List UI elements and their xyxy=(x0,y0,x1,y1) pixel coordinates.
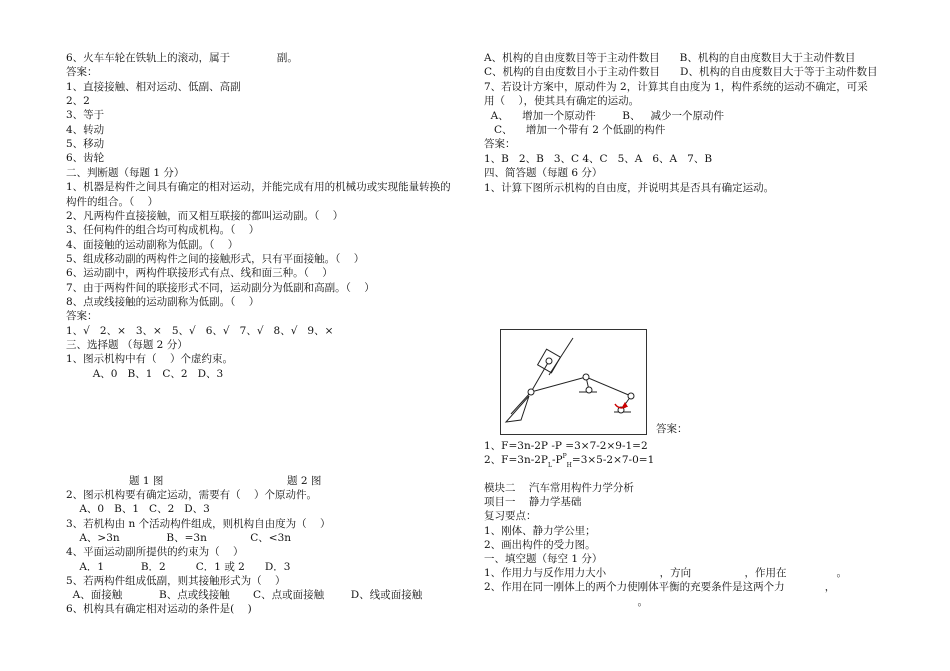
text-line: A、0 B、1 C、2 D、3 xyxy=(66,367,224,380)
text-line: A、机构的自由度数目等于主动件数目 B、机构的自由度数目大于主动件数目 xyxy=(484,52,856,64)
text-line: 3、任何构件的组合均可构成机构。（ ） xyxy=(66,224,260,237)
text-line: 6、火车车轮在铁轨上的滚动，属于 副。 xyxy=(66,52,298,64)
text-line: 2、2 xyxy=(66,95,90,108)
text-line: 模块二 汽车常用构件力学分析 xyxy=(484,482,634,494)
formula-2-sup: P xyxy=(562,453,567,460)
formula-2-part-a: 2、F=3n-2P xyxy=(484,454,548,466)
text-line: 构件的组合。（ ） xyxy=(66,195,159,208)
text-line: 1、√ 2、× 3、× 5、√ 6、√ 7、√ 8、√ 9、× xyxy=(66,324,334,337)
text-line: 答案： xyxy=(66,66,98,79)
ground-wedge xyxy=(506,396,529,422)
text-line: 4、转动 xyxy=(66,123,105,136)
answer-label: 答案： xyxy=(656,423,688,435)
text-line: 1、B 2、B 3、C 4、C 5、A 6、A 7、B xyxy=(484,152,713,165)
text-line: 一、填空题（每空 1 分） xyxy=(484,553,603,565)
text-line: C、机构的自由度数目小于主动件数目 D、机构的自由度数目大于等于主动件数目 xyxy=(484,66,878,79)
text-line: 项目一 静力学基础 xyxy=(484,496,582,509)
text-line: 5、组成移动副的两构件之间的接触形式，只有平面接触。（ ） xyxy=(66,252,365,265)
formula-2-sub-h: H xyxy=(566,462,572,469)
formula-2-sub-l: L xyxy=(548,462,552,469)
text-line: 5、移动 xyxy=(66,138,105,151)
text-line: 6、机构具有确定相对运动的条件是( ) xyxy=(66,603,252,616)
text-line: 三、选择题 （每题 2 分） xyxy=(66,339,188,351)
linkage-diagram xyxy=(501,330,646,434)
text-line: 7、由于两构件间的联接形式不同，运动副分为低副和高副。（ ） xyxy=(66,281,375,294)
text-line: 2、凡两构件直接接触，而又相互联接的都叫运动副。（ ） xyxy=(66,209,344,222)
text-line: 1、图示机构中有（ ）个虚约束。 xyxy=(66,353,234,366)
formula-2-mid: -P xyxy=(551,454,563,466)
joint xyxy=(583,374,589,380)
mechanism-figure xyxy=(500,329,647,435)
text-line: 2、作用在同一刚体上的两个力使刚体平衡的充要条件是这两个力 ， xyxy=(484,581,836,594)
text-line: 4、平面运动副所提供的约束为（ ） xyxy=(66,546,244,559)
joint xyxy=(528,389,534,395)
text-line: 5、若两构件组成低副，则其接触形式为（ ） xyxy=(66,574,286,587)
text-line: 7、若设计方案中，原动件为 2，计算其自由度为 1，构件系统的运动不确定，可采 xyxy=(484,80,868,93)
text-line: 答案： xyxy=(484,138,516,151)
text-line: A、>3n B、=3n C、<3n xyxy=(66,531,292,544)
text-line: 1、刚体、静力学公里； xyxy=(484,524,596,537)
figure-caption-1: 题 1 图 xyxy=(129,475,164,487)
formula-2-part-b: =3×5-2×7-0=1 xyxy=(571,454,655,466)
text-line: 3、等于 xyxy=(66,109,105,122)
text-line: 1、直接接触、相对运动、低副、高副 xyxy=(66,80,241,93)
text-line: 3、若机构由 n 个活动构件组成，则机构自由度为（ ） xyxy=(66,517,331,530)
joint xyxy=(546,358,552,364)
text-line: 8、点或线接触的运动副称为低副。（ ） xyxy=(66,295,260,308)
text-line: 二、判断题（每题 1 分） xyxy=(66,166,185,179)
joint xyxy=(586,387,592,393)
text-line: 用（ ），使其具有确定的运动。 xyxy=(484,95,640,108)
arrow-head xyxy=(622,402,628,407)
formula-2 xyxy=(484,453,654,469)
text-line: 4、面接触的运动副称为低副。（ ） xyxy=(66,238,239,251)
text-line: 复习要点： xyxy=(484,510,537,523)
formula-1: 1、F=3n-2P -P =3×7-2×9-1=2 xyxy=(484,440,648,452)
joint xyxy=(628,393,634,399)
text-line: 6、运动副中，两构件联接形式有点、线和面三种。（ ） xyxy=(66,267,333,280)
text-line: A、 增加一个原动件 B、 减少一个原动件 xyxy=(484,109,725,122)
text-line: A．1 B．2 C．1 或 2 D．3 xyxy=(66,560,291,573)
text-line: 。 xyxy=(484,595,649,608)
text-line: 2、画出构件的受力图。 xyxy=(484,538,596,551)
text-line: A、面接触 B、点或线接触 C、点或面接触 D、线或面接触 xyxy=(66,589,423,602)
text-line: C、 增加一个带有 2 个低副的构件 xyxy=(484,124,666,136)
text-line: 1、作用力与反作用力大小 ，方向 ，作用在 。 xyxy=(484,567,848,580)
slider-guide xyxy=(549,338,573,375)
text-line: 1、计算下图所示机构的自由度，并说明其是否具有确定运动。 xyxy=(484,181,775,194)
text-line: 四、简答题（每题 6 分） xyxy=(484,167,603,180)
text-line: A、0 B、1 C、2 D、3 xyxy=(66,503,210,516)
text-line: 2、图示机构要有确定运动，需要有（ ）个原动件。 xyxy=(66,489,318,501)
figure-caption-2: 题 2 图 xyxy=(287,475,322,487)
text-line: 答案： xyxy=(66,310,98,323)
text-line: 6、齿轮 xyxy=(66,152,105,165)
text-line: 1、机器是构件之间具有确定的相对运动，并能完成有用的机械功或实现能量转换的 xyxy=(66,181,451,194)
